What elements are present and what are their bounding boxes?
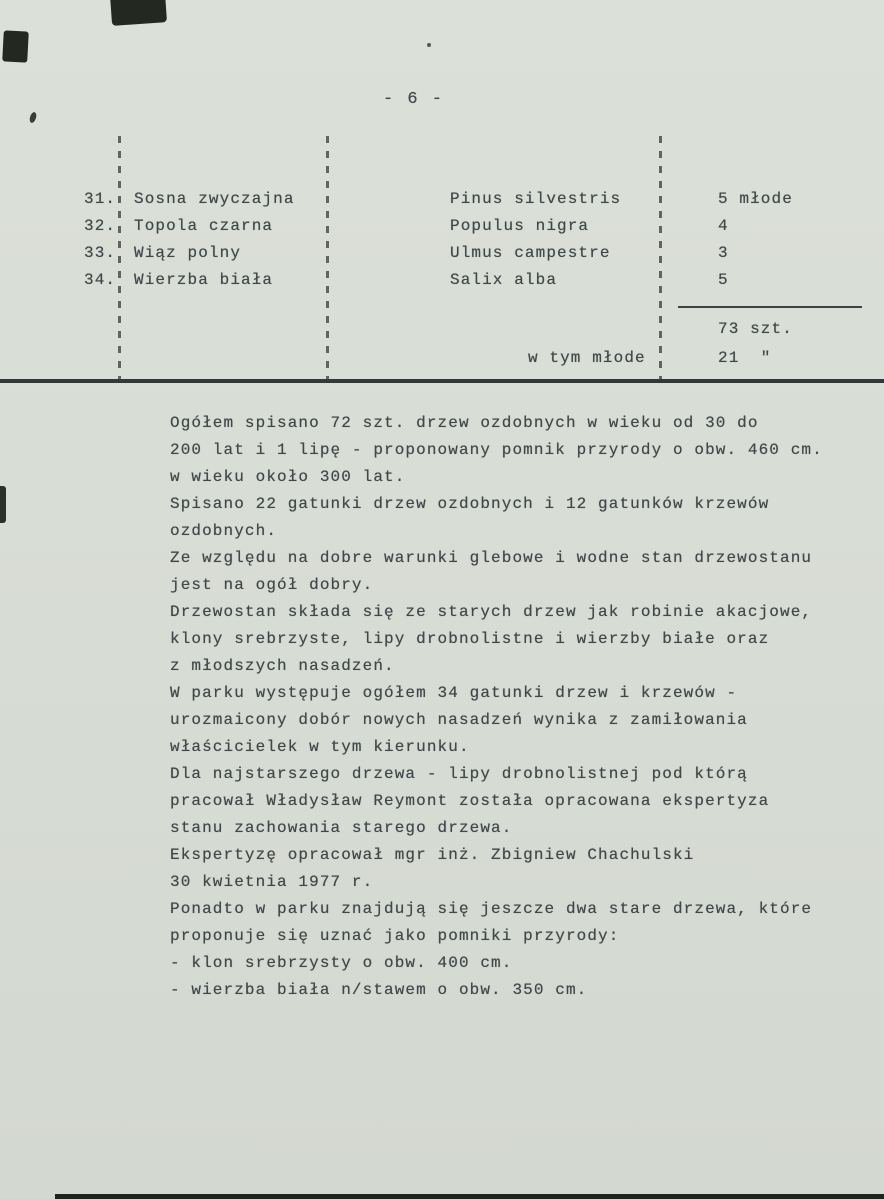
cell-name: Wiąz polny [134,244,242,262]
horizontal-rule [0,379,884,383]
body-line: urozmaicony dobór nowych nasadzeń wynika z zamiłowania [170,711,748,729]
body-line: Drzewostan składa się ze starych drzew jak robinie akacjowe, [170,603,813,621]
cell-latin: Populus nigra [450,217,590,235]
cell-count: 5 młode [718,190,793,208]
scan-artifact-top-corner [110,0,167,26]
body-line: stanu zachowania starego drzewa. [170,819,513,837]
table-rows [0,190,884,298]
total-underline [678,306,862,308]
cell-name: Wierzba biała [134,271,274,289]
table-row [0,217,884,244]
body-text [170,410,830,1004]
cell-name: Topola czarna [134,217,274,235]
body-line: proponuje się uznać jako pomniki przyrody: [170,927,620,945]
body-line: pracował Władysław Reymont została opracowana ekspertyza [170,792,770,810]
body-line: Spisano 22 gatunki drzew ozdobnych i 12 gatunków krzewów [170,495,770,513]
body-line: 30 kwietnia 1977 r. [170,873,374,891]
cell-count: 5 [718,271,729,289]
scan-artifact-dot [427,43,431,47]
scan-artifact-left-edge [2,30,29,62]
body-line: Dla najstarszego drzewa - lipy drobnolistnej pod którą [170,765,748,783]
cell-no: 32. [84,217,117,235]
subtotal-label: w tym młode [528,349,646,367]
body-line: Ze względu na dobre warunki glebowe i wodne stan drzewostanu [170,549,813,567]
scan-artifact-left-mid [0,486,6,523]
scan-artifact-bottom-line [55,1194,884,1199]
body-line: ozdobnych. [170,522,278,540]
cell-no: 34. [84,271,117,289]
table-row [0,271,884,298]
cell-name: Sosna zwyczajna [134,190,295,208]
body-line: Ogółem spisano 72 szt. drzew ozdobnych w wieku od 30 do [170,414,759,432]
body-line: klony srebrzyste, lipy drobnolistne i wierzby białe oraz [170,630,770,648]
body-line: - klon srebrzysty o obw. 400 cm. [170,954,513,972]
total-count: 73 szt. [718,320,793,338]
body-line: właścicielek w tym kierunku. [170,738,470,756]
cell-no: 31. [84,190,117,208]
cell-no: 33. [84,244,117,262]
cell-latin: Pinus silvestris [450,190,622,208]
body-line: W parku występuje ogółem 34 gatunki drzew i krzewów - [170,684,738,702]
cell-latin: Salix alba [450,271,558,289]
subtotal-value: 21 " [718,349,772,367]
body-line: - wierzba biała n/stawem o obw. 350 cm. [170,981,588,999]
body-line: jest na ogół dobry. [170,576,374,594]
body-line: 200 lat i 1 lipę - proponowany pomnik przyrody o obw. 460 cm. [170,441,823,459]
cell-latin: Ulmus campestre [450,244,611,262]
page-number: - 6 - [383,90,445,109]
body-line: Ekspertyzę opracował mgr inż. Zbigniew Chachulski [170,846,695,864]
table-row [0,190,884,217]
scan-artifact-speck [28,111,37,123]
table-row [0,244,884,271]
body-line: Ponadto w parku znajdują się jeszcze dwa stare drzewa, które [170,900,813,918]
cell-count: 4 [718,217,729,235]
body-line: w wieku około 300 lat. [170,468,406,486]
cell-count: 3 [718,244,729,262]
body-line: z młodszych nasadzeń. [170,657,395,675]
